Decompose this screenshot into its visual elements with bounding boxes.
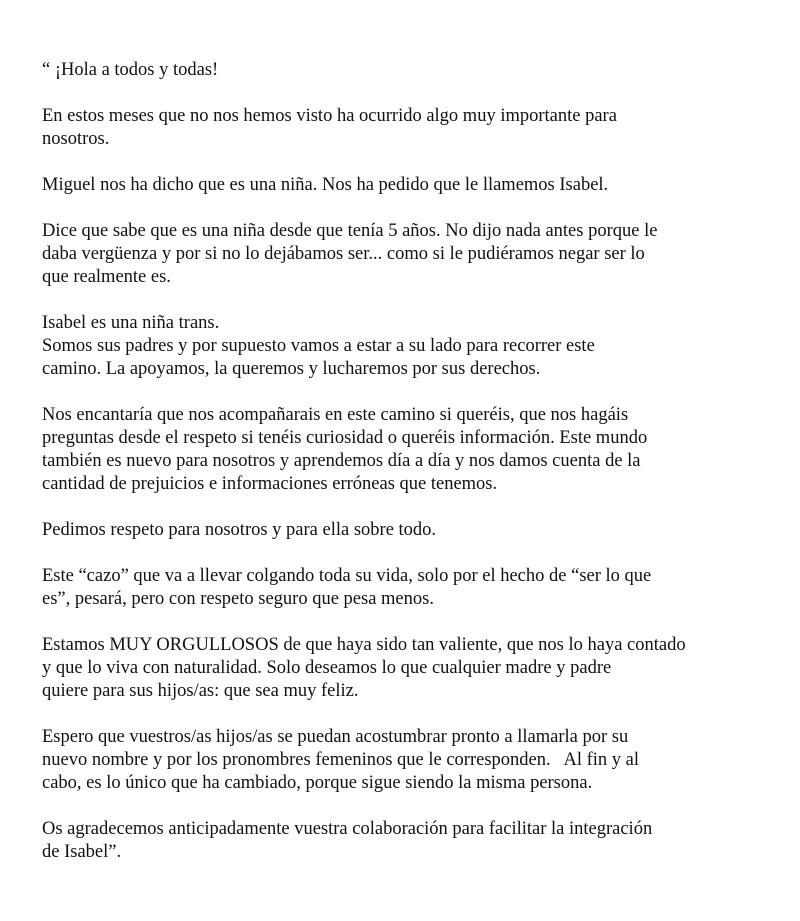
text-line: En estos meses que no nos hemos visto ha ocurrido algo muy importante para <box>42 106 617 126</box>
text-line: Os agradecemos anticipadamente vuestra colaboración para facilitar la integración <box>42 819 653 839</box>
paragraph-news <box>42 105 762 151</box>
text-line: preguntas desde el respeto si tenéis curiosidad o queréis información. Este mundo <box>42 428 648 448</box>
paragraph-knows <box>42 220 762 289</box>
paragraph-respect <box>42 519 762 542</box>
text-line: nosotros. <box>42 129 110 149</box>
text-line: camino. La apoyamos, la queremos y lucharemos por sus derechos. <box>42 359 541 379</box>
text-line: Espero que vuestros/as hijos/as se puedan acostumbrar pronto a llamarla por su <box>42 727 629 747</box>
text-line: Nos encantaría que nos acompañarais en este camino si queréis, que nos hagáis <box>42 405 629 425</box>
text-line: cantidad de prejuicios e informaciones erróneas que tenemos. <box>42 474 498 494</box>
text-line: daba vergüenza y por si no lo dejábamos ser... como si le pudiéramos negar ser lo <box>42 244 645 264</box>
text-line: Pedimos respeto para nosotros y para ella sobre todo. <box>42 520 437 540</box>
text-line: quiere para sus hijos/as: que sea muy feliz. <box>42 681 359 701</box>
text-line: y que lo viva con naturalidad. Solo deseamos lo que cualquier madre y padre <box>42 658 612 678</box>
paragraph-thanks <box>42 818 762 864</box>
text-line: Somos sus padres y por supuesto vamos a estar a su lado para recorrer este <box>42 336 595 356</box>
letter-document <box>42 59 762 887</box>
text-line: “ ¡Hola a todos y todas! <box>42 60 219 80</box>
paragraph-support <box>42 312 762 381</box>
paragraph-accompany <box>42 404 762 496</box>
text-line: Dice que sabe que es una niña desde que tenía 5 años. No dijo nada antes porque le <box>42 221 658 241</box>
text-line: que realmente es. <box>42 267 171 287</box>
text-line: también es nuevo para nosotros y aprendemos día a día y nos damos cuenta de la <box>42 451 641 471</box>
text-line: cabo, es lo único que ha cambiado, porque sigue siendo la misma persona. <box>42 773 593 793</box>
text-line: es”, pesará, pero con respeto seguro que pesa menos. <box>42 589 434 609</box>
paragraph-greeting <box>42 59 762 82</box>
paragraph-pronouns <box>42 726 762 795</box>
paragraph-proud <box>42 634 762 703</box>
text-line: de Isabel”. <box>42 842 122 862</box>
text-line: nuevo nombre y por los pronombres femeninos que le corresponden. Al fin y al <box>42 750 640 770</box>
text-line: Este “cazo” que va a llevar colgando toda su vida, solo por el hecho de “ser lo que <box>42 566 652 586</box>
paragraph-cazo <box>42 565 762 611</box>
paragraph-name <box>42 174 762 197</box>
text-line: Miguel nos ha dicho que es una niña. Nos ha pedido que le llamemos Isabel. <box>42 175 609 195</box>
text-line: Isabel es una niña trans. <box>42 313 220 333</box>
text-line: Estamos MUY ORGULLOSOS de que haya sido tan valiente, que nos lo haya contado <box>42 635 686 655</box>
